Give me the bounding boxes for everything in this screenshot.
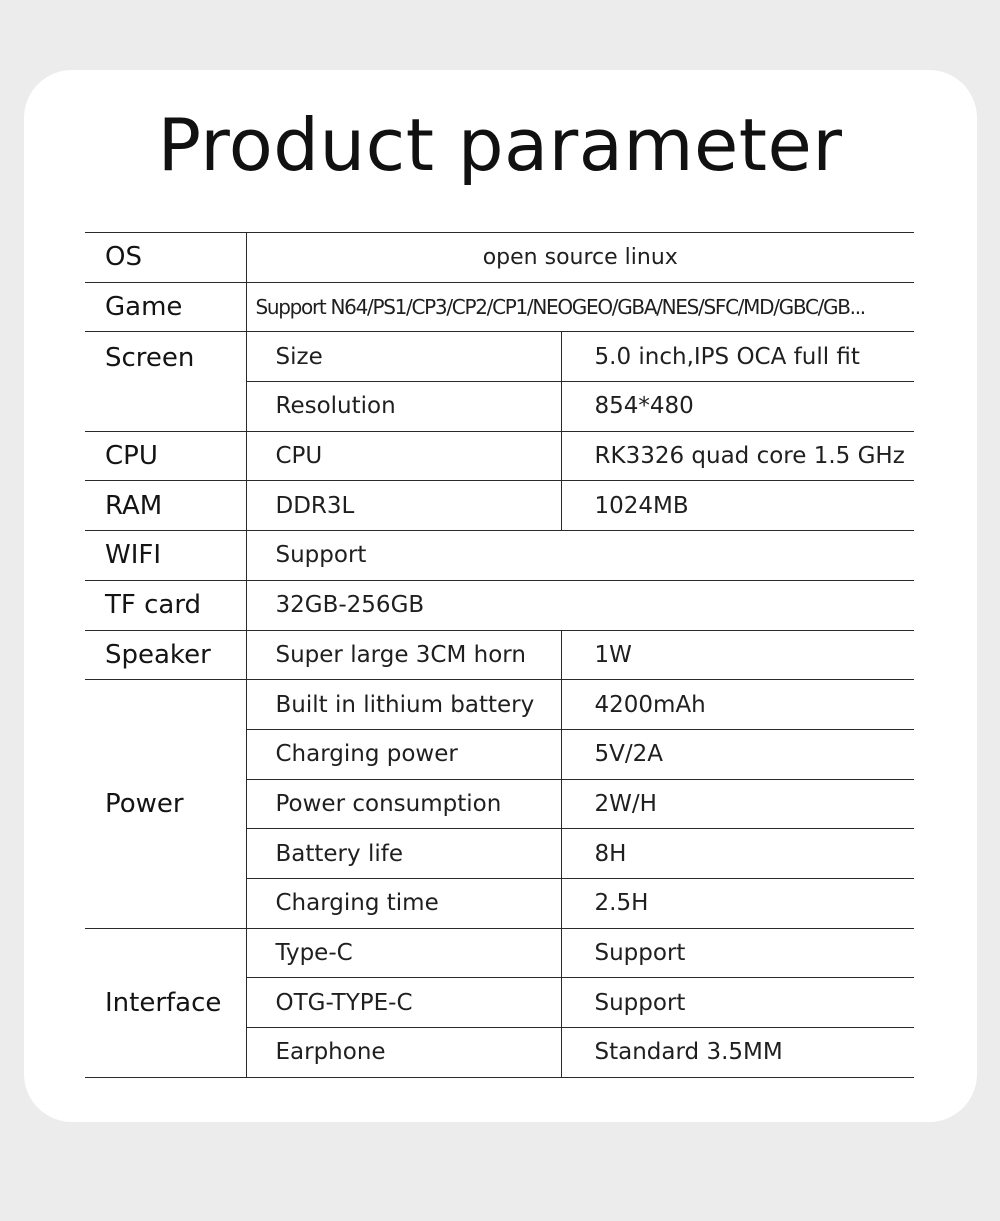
table-row-wifi: [85, 531, 914, 581]
power-consumption-value: 2W/H: [561, 779, 914, 829]
cpu-value: RK3326 quad core 1.5 GHz: [561, 431, 914, 481]
spec-table: [85, 232, 914, 1078]
table-row-speaker: [85, 630, 914, 680]
table-row-cpu: [85, 431, 914, 481]
power-charging-time-value: 2.5H: [561, 878, 914, 928]
table-row-os: [85, 233, 914, 283]
interface-otg-value: Support: [561, 978, 914, 1028]
screen-resolution-value: 854*480: [561, 382, 914, 432]
screen-size-key: Size: [246, 332, 561, 382]
row-label-ram: RAM: [85, 481, 246, 531]
screen-resolution-key: Resolution: [246, 382, 561, 432]
row-label-screen: Screen: [85, 332, 246, 431]
power-charging-power-key: Charging power: [246, 729, 561, 779]
power-charging-power-value: 5V/2A: [561, 729, 914, 779]
row-label-tf-card: TF card: [85, 580, 246, 630]
game-value: Support N64/PS1/CP3/CP2/CP1/NEOGEO/GBA/NES/SFC/MD/GBC/GB...: [246, 282, 914, 332]
row-label-speaker: Speaker: [85, 630, 246, 680]
power-battery-life-key: Battery life: [246, 829, 561, 879]
table-row-power-battery: [85, 680, 914, 730]
table-row-game: [85, 282, 914, 332]
ram-key: DDR3L: [246, 481, 561, 531]
row-label-interface: Interface: [85, 928, 246, 1077]
interface-earphone-value: Standard 3.5MM: [561, 1028, 914, 1078]
power-battery-key: Built in lithium battery: [246, 680, 561, 730]
row-label-cpu: CPU: [85, 431, 246, 481]
table-row-ram: [85, 481, 914, 531]
table-row-interface-type-c: [85, 928, 914, 978]
screen-size-value: 5.0 inch,IPS OCA full fit: [561, 332, 914, 382]
power-charging-time-key: Charging time: [246, 878, 561, 928]
os-value: open source linux: [246, 233, 914, 283]
speaker-value: 1W: [561, 630, 914, 680]
interface-earphone-key: Earphone: [246, 1028, 561, 1078]
ram-value: 1024MB: [561, 481, 914, 531]
interface-type-c-value: Support: [561, 928, 914, 978]
table-row-screen-size: [85, 332, 914, 382]
table-row-tf-card: [85, 580, 914, 630]
page-title: Product parameter: [157, 103, 843, 187]
cpu-key: CPU: [246, 431, 561, 481]
power-consumption-key: Power consumption: [246, 779, 561, 829]
tf-card-value: 32GB-256GB: [246, 580, 914, 630]
row-label-wifi: WIFI: [85, 531, 246, 581]
interface-type-c-key: Type-C: [246, 928, 561, 978]
interface-otg-key: OTG-TYPE-C: [246, 978, 561, 1028]
speaker-key: Super large 3CM horn: [246, 630, 561, 680]
power-battery-value: 4200mAh: [561, 680, 914, 730]
row-label-os: OS: [85, 233, 246, 283]
row-label-power: Power: [85, 680, 246, 928]
row-label-game: Game: [85, 282, 246, 332]
power-battery-life-value: 8H: [561, 829, 914, 879]
wifi-value: Support: [246, 531, 914, 581]
